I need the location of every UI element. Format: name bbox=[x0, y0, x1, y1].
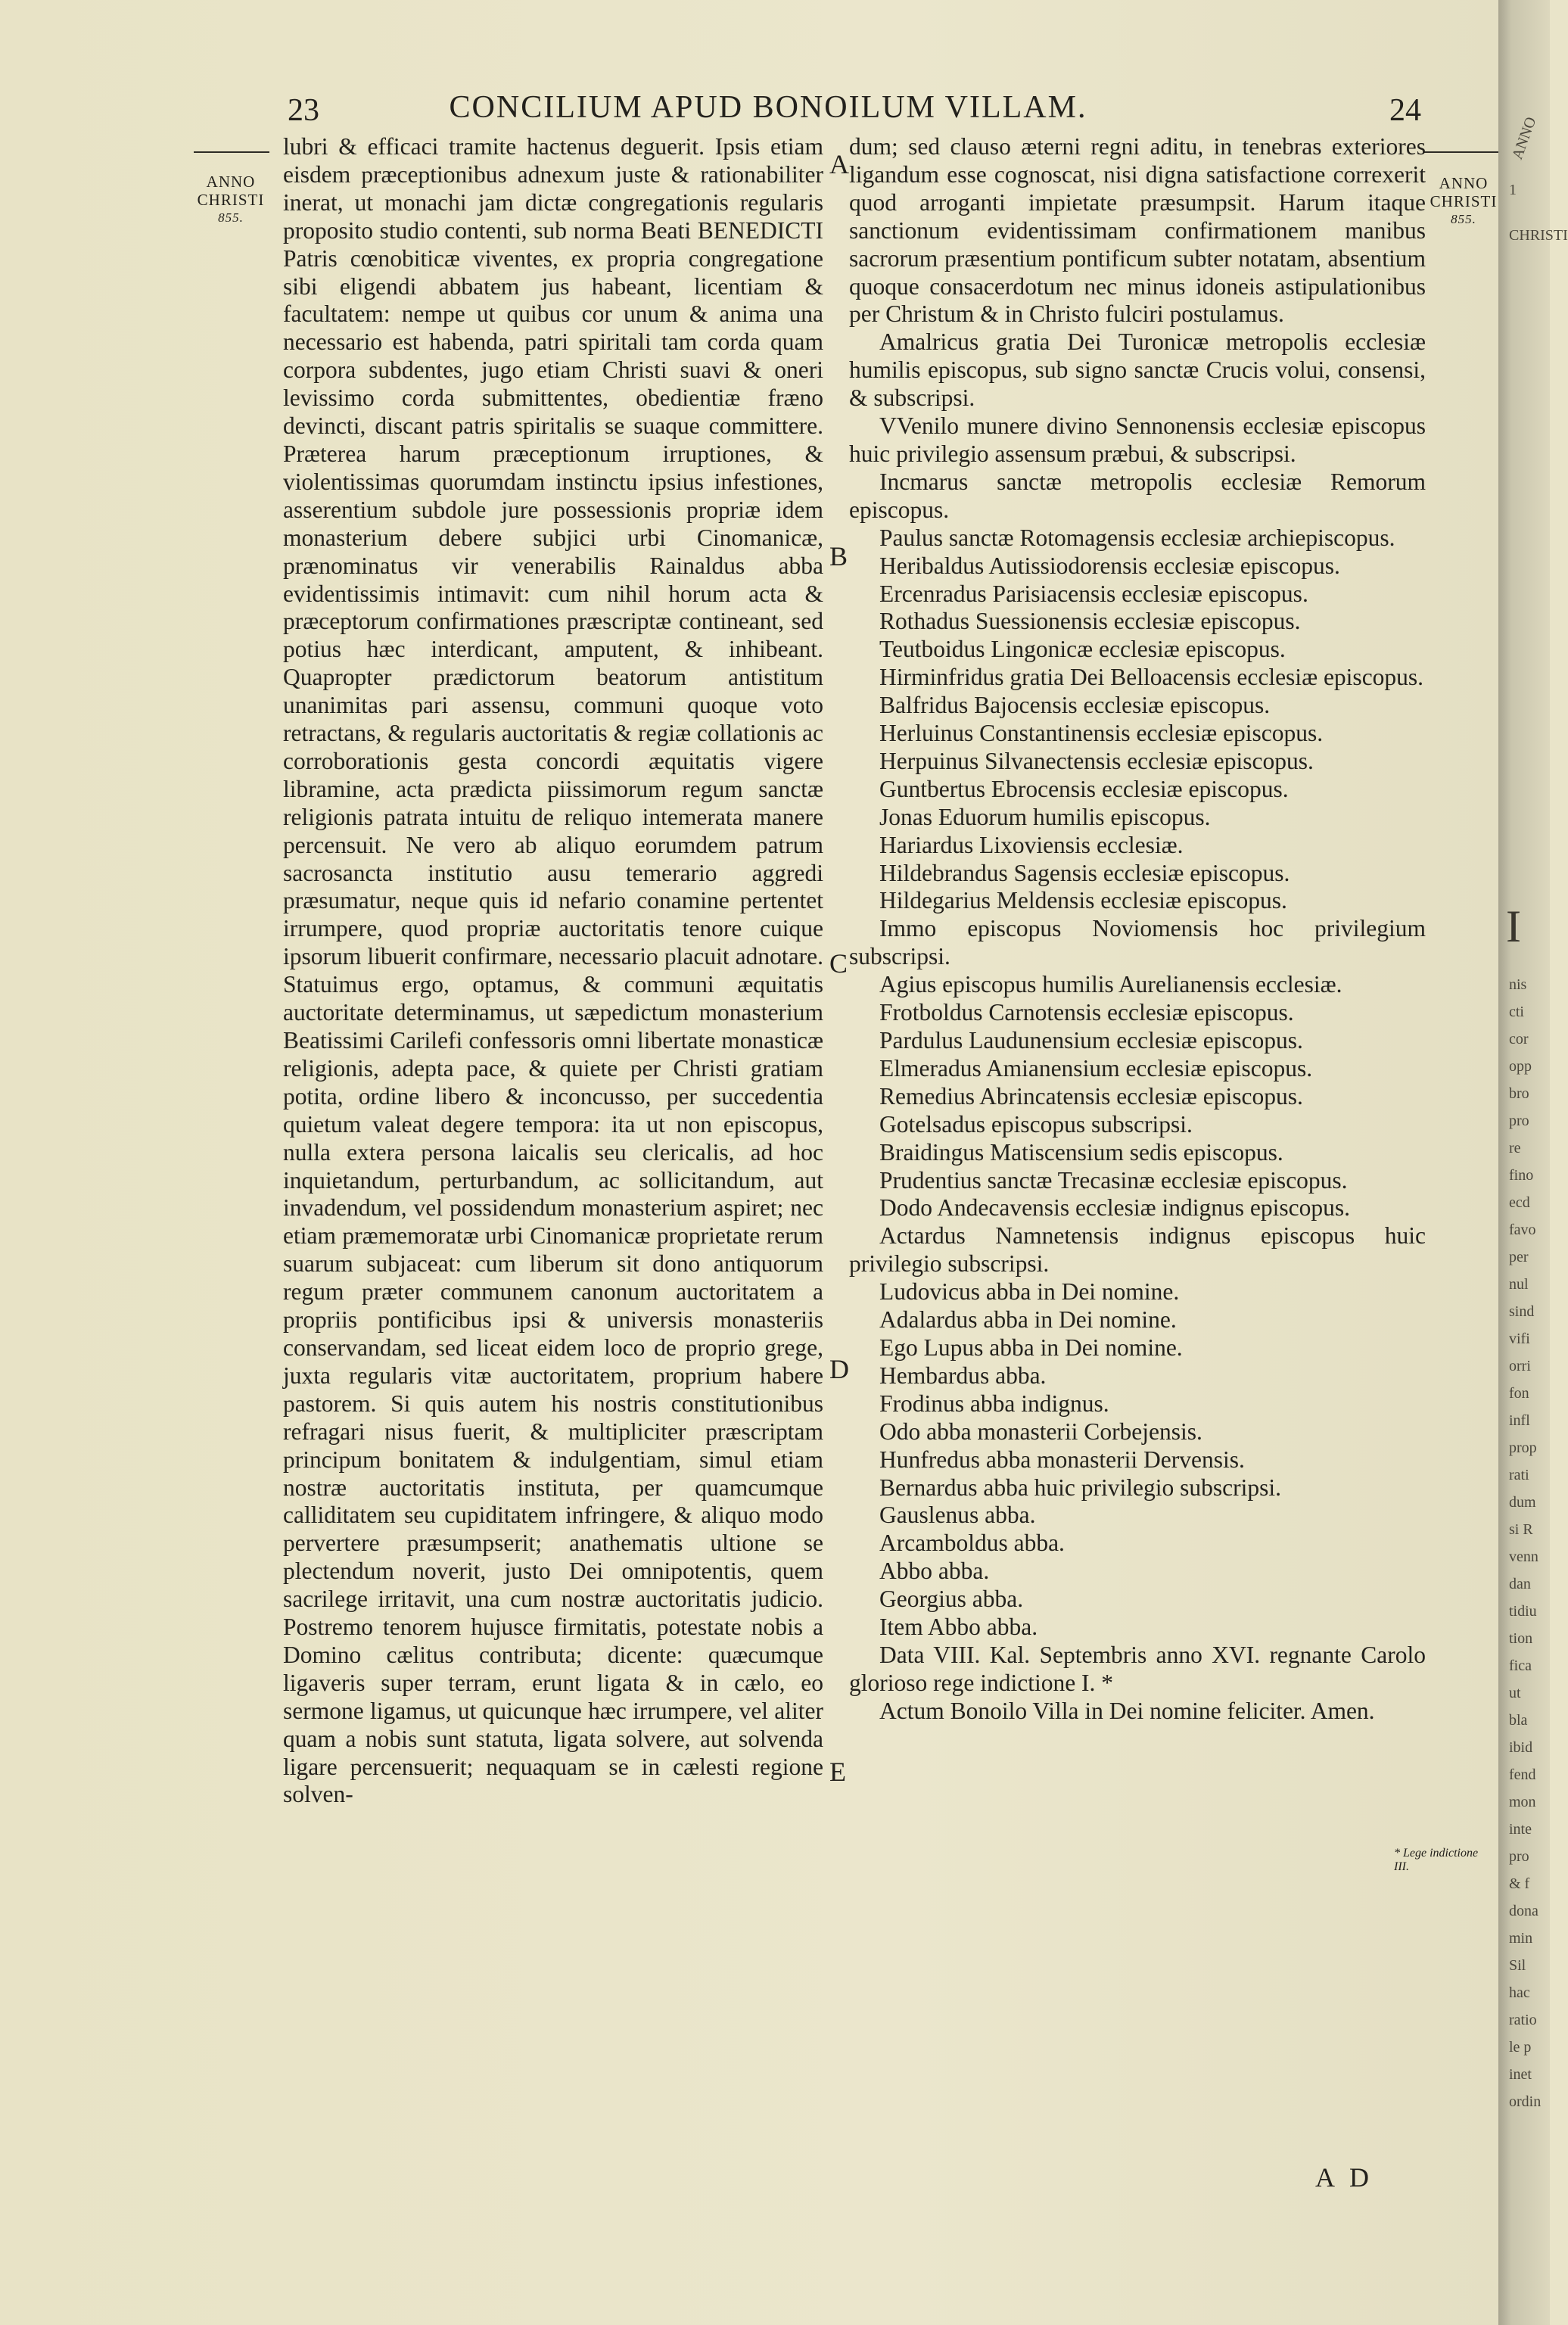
signature-line: Frotboldus Carnotensis ecclesiæ episcopus. bbox=[879, 999, 1294, 1026]
adjacent-fragment: fino bbox=[1509, 1167, 1534, 1184]
right-text-column bbox=[849, 133, 1426, 1726]
signature-line: Hildegarius Meldensis ecclesiæ episcopus. bbox=[879, 887, 1287, 914]
adjacent-fragment: cti bbox=[1509, 1004, 1524, 1020]
signature-line: Hildebrandus Sagensis ecclesiæ episcopus. bbox=[879, 859, 1290, 886]
adjacent-fragment: mon bbox=[1509, 1794, 1536, 1810]
signature-line: Arcamboldus abba. bbox=[879, 1530, 1065, 1557]
running-title: CONCILIUM APUD BONOILUM VILLAM. bbox=[449, 90, 1087, 125]
margin-note-label: ANNO CHRISTI bbox=[197, 173, 265, 209]
signature-line: Paulus sanctæ Rotomagensis ecclesiæ archiepiscopus. bbox=[879, 524, 1395, 551]
signature-line: Incmarus sanctæ metropolis ecclesiæ Remorum episcopus. bbox=[849, 468, 1426, 523]
adjacent-fragment: nul bbox=[1509, 1276, 1529, 1293]
margin-note-anno-right bbox=[1426, 174, 1501, 229]
signature-line: Gauslenus abba. bbox=[879, 1502, 1036, 1529]
signature-line: Elmeradus Amianensium ecclesiæ episcopus. bbox=[879, 1054, 1313, 1082]
signature-line: Ego Lupus abba in Dei nomine. bbox=[879, 1334, 1183, 1361]
signature-line: Bernardus abba huic privilegio subscripsi. bbox=[879, 1474, 1282, 1501]
adjacent-fragment: orri bbox=[1509, 1358, 1531, 1374]
signature-line: Item Abbo abba. bbox=[879, 1614, 1038, 1641]
adjacent-fragment: fon bbox=[1509, 1385, 1529, 1402]
adjacent-fragment: inet bbox=[1509, 2066, 1532, 2083]
adjacent-fragment: le p bbox=[1509, 2039, 1532, 2056]
margin-note-year: 855. bbox=[218, 210, 244, 225]
signature-line: Hariardus Lixoviensis ecclesiæ. bbox=[879, 831, 1184, 858]
left-text-column bbox=[283, 133, 823, 1809]
signature-line: Abbo abba. bbox=[879, 1558, 990, 1585]
signature-line: Dodo Andecavensis ecclesiæ indignus episcopus. bbox=[879, 1194, 1351, 1222]
adjacent-fragment: favo bbox=[1509, 1222, 1536, 1238]
margin-note-year: 855. bbox=[1451, 212, 1476, 226]
closing-clause: Actum Bonoilo Villa in Dei nomine feliciter. Amen. bbox=[879, 1697, 1375, 1724]
footnote: * Lege indictione III. bbox=[1394, 1847, 1479, 1873]
adjacent-fragment: tion bbox=[1509, 1630, 1533, 1647]
signature-line: Hembardus abba. bbox=[879, 1362, 1047, 1389]
adjacent-fragment: ibid bbox=[1509, 1739, 1533, 1756]
adjacent-page-edge bbox=[1498, 0, 1568, 2325]
section-letter-a: A bbox=[829, 149, 849, 179]
signature-line: Immo episcopus Noviomensis hoc privilegium subscripsi. bbox=[849, 915, 1426, 970]
signature-line: Amalricus gratia Dei Turonicæ metropolis ecclesiæ humilis episcopus, sub signo sanctæ Crucis volui, consensi, & subscripsi. bbox=[849, 328, 1426, 412]
signature-line: Agius episcopus humilis Aurelianensis ecclesiæ. bbox=[879, 971, 1342, 998]
adjacent-fragment: si R bbox=[1509, 1521, 1533, 1538]
adjacent-fragment: vifi bbox=[1509, 1331, 1530, 1347]
signature-line: Guntbertus Ebrocensis ecclesiæ episcopus. bbox=[879, 775, 1289, 802]
section-letter-c: C bbox=[829, 948, 848, 979]
signature-line: Georgius abba. bbox=[879, 1586, 1024, 1613]
adjacent-fragment: & f bbox=[1509, 1875, 1530, 1892]
signature-line: Rothadus Suessionensis ecclesiæ episcopus. bbox=[879, 608, 1301, 635]
adjacent-fragment: dona bbox=[1509, 1903, 1538, 1919]
adjacent-fragment: nis bbox=[1509, 976, 1527, 993]
adjacent-fragment: ecd bbox=[1509, 1194, 1530, 1211]
signature-line: Actardus Namnetensis indignus episcopus huic privilegio subscripsi. bbox=[849, 1222, 1426, 1278]
dating-clause: Data VIII. Kal. Septembris anno XVI. regnante Carolo glorioso rege indictione I. * bbox=[849, 1641, 1426, 1696]
adjacent-fragment: ANNO bbox=[1509, 114, 1540, 162]
signature-line: Braidingus Matiscensium sedis episcopus. bbox=[879, 1138, 1283, 1166]
signature-line: Pardulus Laudunensium ecclesiæ episcopus. bbox=[879, 1027, 1303, 1054]
page-number-left: 23 bbox=[288, 93, 319, 128]
adjacent-fragment: re bbox=[1509, 1140, 1521, 1156]
adjacent-fragment: min bbox=[1509, 1930, 1533, 1947]
margin-note-label: ANNO CHRISTI bbox=[1430, 174, 1498, 210]
adjacent-fragment: cor bbox=[1509, 1031, 1529, 1047]
margin-note-anno-left bbox=[189, 173, 272, 227]
adjacent-fragment: bro bbox=[1509, 1085, 1529, 1102]
signature-line: Herpuinus Silvanectensis ecclesiæ episcopus. bbox=[879, 747, 1314, 774]
left-margin-rule bbox=[194, 151, 269, 153]
adjacent-fragment: tidiu bbox=[1509, 1603, 1537, 1620]
adjacent-fragment: pro bbox=[1509, 1113, 1529, 1129]
adjacent-fragment: inte bbox=[1509, 1821, 1532, 1838]
section-letter-e: E bbox=[829, 1757, 846, 1787]
page-number-right: 24 bbox=[1389, 93, 1421, 128]
signature-line: Heribaldus Autissiodorensis ecclesiæ episcopus. bbox=[879, 552, 1340, 579]
signature-line: Hirminfridus gratia Dei Belloacensis ecclesiæ episcopus. bbox=[879, 664, 1424, 691]
adjacent-fragment: dan bbox=[1509, 1576, 1531, 1592]
adjacent-fragment: dum bbox=[1509, 1494, 1536, 1511]
adjacent-fragment: infl bbox=[1509, 1412, 1530, 1429]
adjacent-fragment: 1 bbox=[1509, 182, 1517, 198]
adjacent-fragment: prop bbox=[1509, 1440, 1537, 1456]
signature-line: Frodinus abba indignus. bbox=[879, 1390, 1109, 1417]
adjacent-fragment: CHRISTI bbox=[1509, 227, 1568, 244]
signature-line: Balfridus Bajocensis ecclesiæ episcopus. bbox=[879, 692, 1271, 719]
adjacent-fragment: venn bbox=[1509, 1548, 1538, 1565]
signature-line: VVenilo munere divino Sennonensis ecclesiæ episcopus huic privilegio assensum præbui, & subscripsi. bbox=[849, 412, 1426, 467]
adjacent-fragment: pro bbox=[1509, 1848, 1529, 1865]
adjacent-fragment: ordin bbox=[1509, 2093, 1542, 2110]
catchword: A D bbox=[1315, 2162, 1374, 2193]
signature-line: Ludovicus abba in Dei nomine. bbox=[879, 1278, 1180, 1306]
signature-line: Odo abba monasterii Corbejensis. bbox=[879, 1418, 1202, 1445]
section-letter-d: D bbox=[829, 1354, 849, 1384]
signature-line: Ercenradus Parisiacensis ecclesiæ episcopus. bbox=[879, 580, 1308, 607]
signature-line: Prudentius sanctæ Trecasinæ ecclesiæ episcopus. bbox=[879, 1166, 1348, 1194]
adjacent-fragment: bla bbox=[1509, 1712, 1528, 1729]
signature-line: Herluinus Constantinensis ecclesiæ episcopus. bbox=[879, 720, 1324, 747]
section-letter-b: B bbox=[829, 541, 848, 571]
right-margin-rule bbox=[1423, 151, 1498, 153]
right-column-opening: dum; sed clauso æterni regni aditu, in tenebras exteriores ligandum esse cognoscat, nisi digna satisfactione correxerit quod arroganti impietate præsumpsit. Harum itaque sanctionum evidentissimam confirmationem manibus sacrorum præsentium pontificum subter notatam, absentium quoque consacerdotum nec minus idoneis astipulationibus per Christum & in Christo fulciri postulamus. bbox=[849, 133, 1426, 328]
adjacent-fragment: rati bbox=[1509, 1467, 1529, 1483]
adjacent-fragment: fend bbox=[1509, 1766, 1536, 1783]
signature-line: Teutboidus Lingonicæ ecclesiæ episcopus. bbox=[879, 636, 1286, 663]
signature-line: Gotelsadus episcopus subscripsi. bbox=[879, 1110, 1193, 1138]
adjacent-fragment: hac bbox=[1509, 1984, 1530, 2001]
adjacent-fragment: sind bbox=[1509, 1303, 1535, 1320]
adjacent-drop-initial: I bbox=[1506, 901, 1521, 951]
signature-line: Remedius Abrincatensis ecclesiæ episcopus. bbox=[879, 1082, 1303, 1110]
left-column-paragraph: lubri & efficaci tramite hactenus deguerit. Ipsis etiam eisdem præceptionibus adnexum juste & rationabiliter inerat, ut monachi jam dictæ congregationis regularis proposito studio contenti, sub norma Beati BENEDICTI Patris cœnobiticæ viventes, ex propria congregatione sibi eligendi abbatem jus habeant, licentiam & facultatem: nempe ut quibus cor unum & anima una necessario est habenda, patri spiritali tam corda quam corpora subdentes, jugo etiam Christi suavi & oneri levissimo corda submittentes, obedientiæ fræno devincti, discant patris spiritalis se suaque committere. Præterea harum præceptionum irruptiones, & violentissimas quorumdam instinctu ipsius infestiones, asserentium subdole jure possessionis propriæ idem monasterium debere subjici urbi Cinomanicæ, prænominatus vir venerabilis Rainaldus abba evidentissimis intimavit: cum nihil horum acta & præceptorum confirmationes præscriptæ contineant, sed potius hæc interdicant, amputent, & inhibeant. Quapropter prædictorum beatorum antistitum unanimitas pari assensu, communi quoque voto retractans, & regularis auctoritatis & regiæ collationis ac corroborationis gesta concordi æquitatis vigere libramine, acta prædicta piissimorum regum sanctæ religionis patrata intuitu de reliquo intemerata manere percensuit. Ne vero ab aliquo eorumdem patrum sacrosancta institutio ausu temerario aggredi præsumatur, neque quis id nefario conamine pertentet irrumpere, quod propriæ auctoritatis tenore cuique ipsorum libuerit confirmare, necessario placuit adnotare. Statuimus ergo, optamus, & communi æquitatis auctoritate determinamus, ut sæpedictum monasterium Beatissimi Carilefi confessoris omni libertate monasticæ religionis, adepta pace, & quiete per Christi gratiam potita, ordine libero & inconcusso, per succedentia quietum valeat degere tempora: ita ut non episcopus, nulla extera persona laicalis seu clericalis, ad hoc inquietandum, perturbandum, ac sollicitandum, aut invadendum, vel possidendum monasterium aspiret; nec etiam præmemoratæ urbi Cinomanicæ proprietate rerum suarum subjaceat: cum liberum sit dono antiquorum regum præter communem canonum auctoritatem a propriis pontificibus ipsi & universis monasteriis conservandam, sed liceat eidem loco de proprio grege, juxta regularis vitæ auctoritatem, proprium habere pastorem. Si quis autem his nostris constitutionibus refragari nisus fuerit, & multipliciter præscriptam principum bonitatem & indulgentiam, simul etiam nostræ auctoritatis instituta, per quamcumque calliditatem seu cupiditatem infringere, & aliquo modo pervertere præsumpserit; anathematis ultione se plectendum noverit, justo Dei omnipotentis, quem sacrilege irritavit, una cum nostræ auctoritatis judicio. Postremo tenorem hujusce firmitatis, potestate nobis a Domino cælitus contributa; dicente: quæcumque ligaveris super terram, erunt ligata & in cælo, eo sermone ligamus, ut quicunque hæc irrumpere, vel aliter quam a nobis sunt statuta, ligata solvere, aut solvenda ligare percensuerit; nequaquam se in cælesti regione solven- bbox=[283, 133, 823, 1808]
adjacent-fragment: Sil bbox=[1509, 1957, 1526, 1974]
adjacent-fragment: ut bbox=[1509, 1685, 1521, 1701]
adjacent-fragment: ratio bbox=[1509, 2012, 1537, 2028]
adjacent-fragment: per bbox=[1509, 1249, 1529, 1265]
adjacent-fragment: opp bbox=[1509, 1058, 1532, 1075]
signature-line: Adalardus abba in Dei nomine. bbox=[879, 1306, 1177, 1334]
adjacent-fragment: fica bbox=[1509, 1657, 1532, 1674]
signature-line: Hunfredus abba monasterii Dervensis. bbox=[879, 1446, 1245, 1473]
signature-line: Jonas Eduorum humilis episcopus. bbox=[879, 803, 1211, 830]
